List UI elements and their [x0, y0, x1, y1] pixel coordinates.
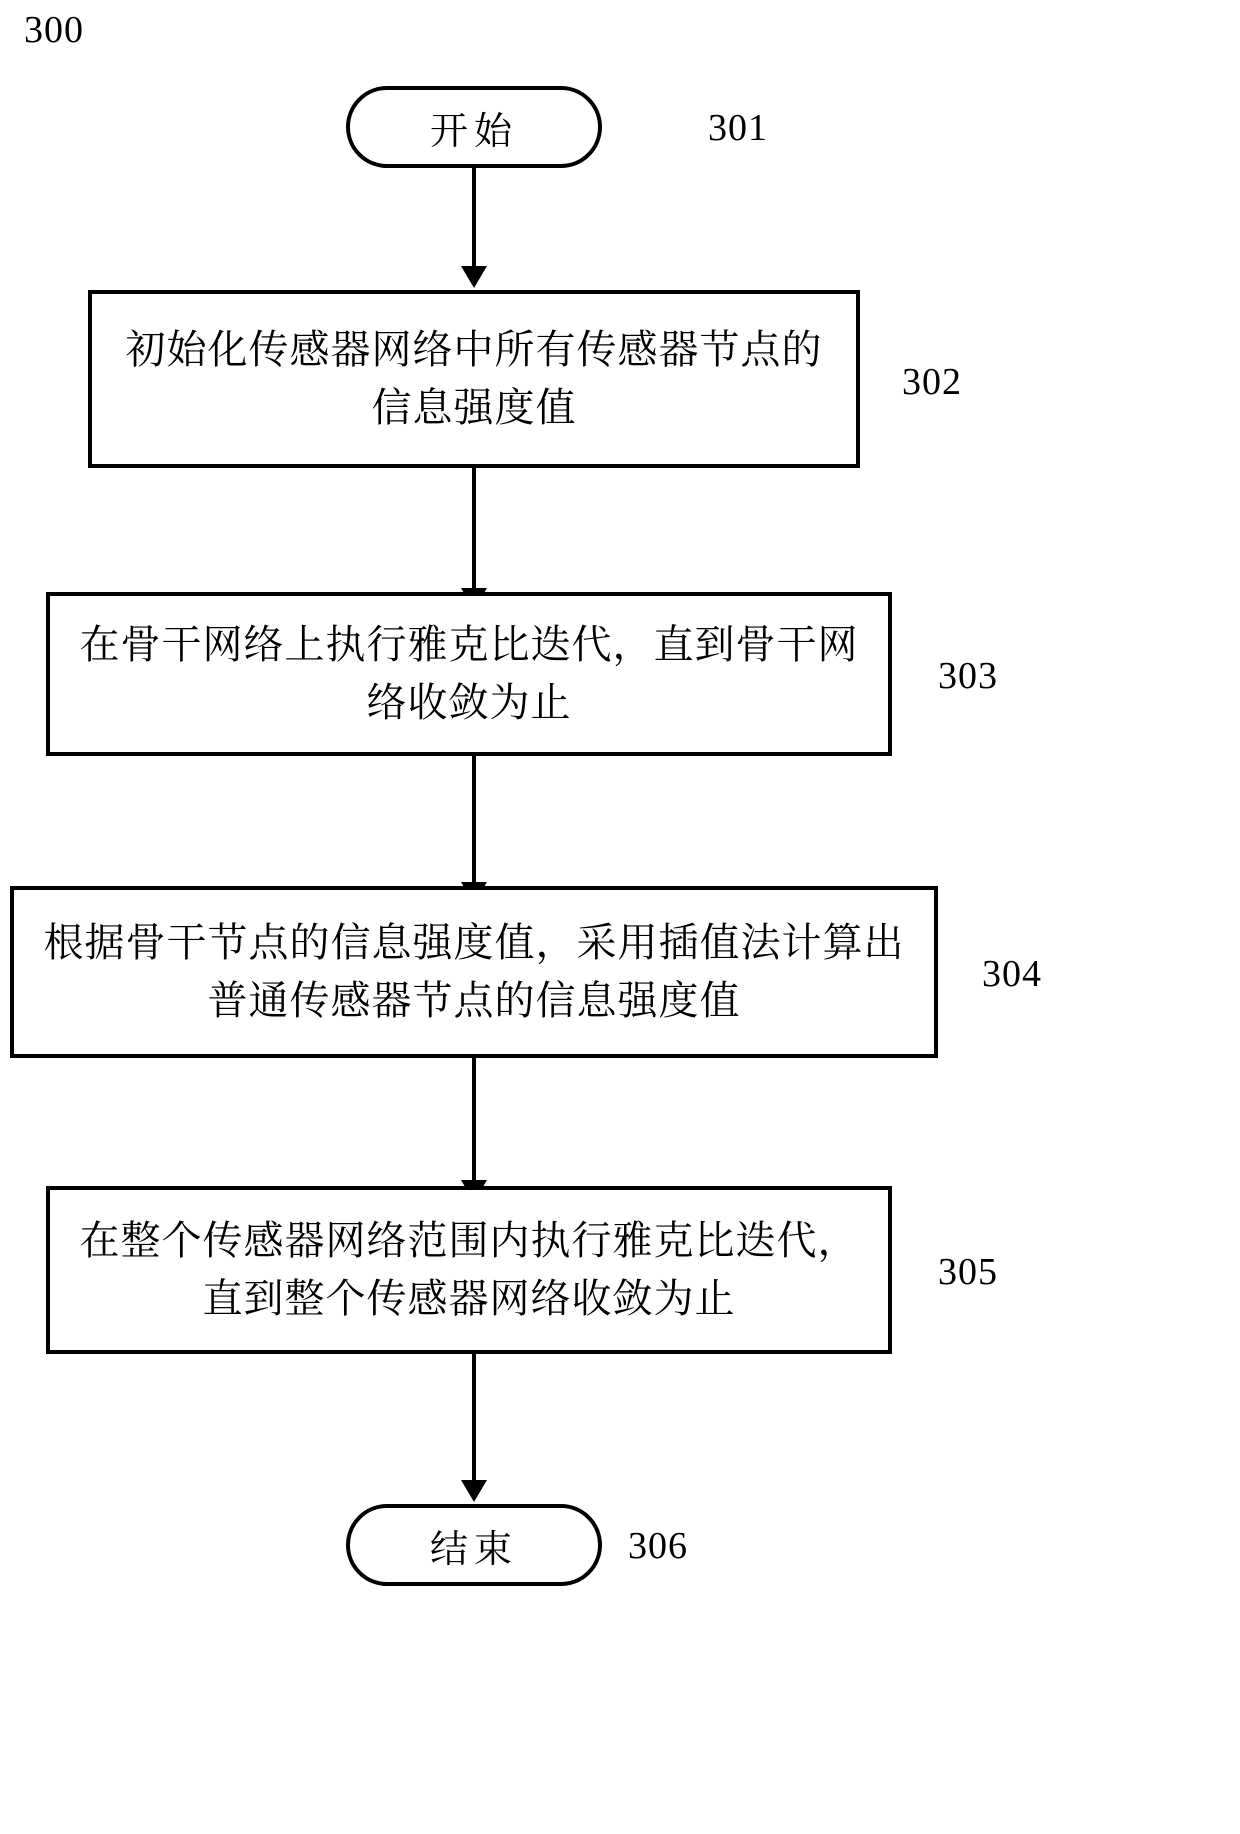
ref-number-305: 305 [938, 1251, 998, 1293]
connector-304-to-305 [472, 1058, 476, 1182]
arrowhead-start-to-302 [461, 266, 487, 288]
connector-302-to-303 [472, 468, 476, 590]
flow-node-302 [88, 290, 860, 468]
flow-node-303-label: 在骨干网络上执行雅克比迭代，直到骨干网络收敛为止 [79, 622, 859, 726]
flow-node-305-label: 在整个传感器网络范围内执行雅克比迭代，直到整个传感器网络收敛为止 [79, 1218, 859, 1322]
connector-305-to-end [472, 1354, 476, 1482]
ref-number-304: 304 [982, 953, 1042, 995]
flow-node-304 [10, 886, 938, 1058]
flow-node-end [346, 1504, 602, 1586]
ref-number-306: 306 [628, 1525, 688, 1567]
flow-node-start-label: 开始 [429, 108, 518, 153]
ref-number-301: 301 [708, 107, 768, 149]
flow-node-end-label: 结束 [429, 1526, 518, 1571]
flow-node-304-label: 根据骨干节点的信息强度值，采用插值法计算出普通传感器节点的信息强度值 [43, 920, 905, 1024]
figure-number: 300 [24, 9, 84, 51]
ref-number-303: 303 [938, 655, 998, 697]
connector-303-to-304 [472, 756, 476, 884]
flow-node-start [346, 86, 602, 168]
arrowhead-305-to-end [461, 1480, 487, 1502]
flow-node-303 [46, 592, 892, 756]
flow-node-305 [46, 1186, 892, 1354]
flow-node-302-label: 初始化传感器网络中所有传感器节点的信息强度值 [125, 327, 823, 431]
ref-number-302: 302 [902, 361, 962, 403]
connector-start-to-302 [472, 168, 476, 268]
